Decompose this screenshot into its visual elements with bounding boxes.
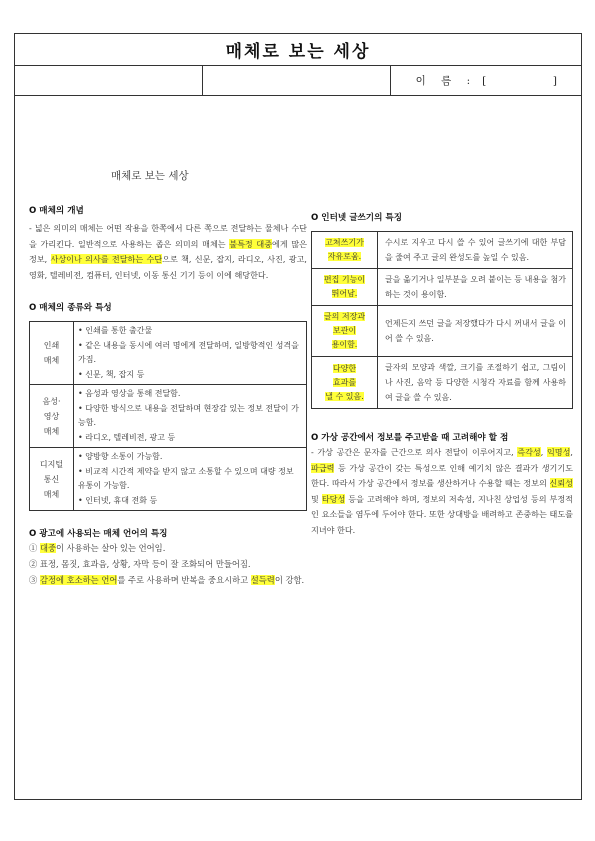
- name-label: 이 름 :: [415, 75, 477, 87]
- text-span: 및: [311, 493, 322, 504]
- name-field[interactable]: [ ]: [482, 74, 557, 87]
- virtual-space-heading: O 가상 공간에서 정보를 주고받을 때 고려해야 할 점: [311, 433, 509, 443]
- concept-paragraph: [29, 221, 307, 283]
- bullet-line: • 라디오, 텔레비전, 광고 등: [78, 432, 176, 442]
- text-span: 에게 많은 정보,: [29, 238, 307, 265]
- name-cell: [391, 66, 581, 95]
- list-item: [29, 573, 307, 589]
- page-title: 매체로 보는 세상: [225, 42, 371, 62]
- media-category-cell: 디지털 통신 매체: [30, 448, 74, 511]
- media-category-cell: 음성· 영상 매체: [30, 385, 74, 448]
- text-span: 이 강함.: [274, 574, 305, 585]
- feature-cell: [312, 357, 378, 409]
- highlight: 타당성: [321, 493, 346, 504]
- ad-language-section: [29, 527, 307, 588]
- highlight: 불특정 대중: [229, 238, 273, 249]
- highlight: 다양한 효과를 낼 수 있음.: [325, 363, 364, 401]
- text-span: - 가상 공간은 문자를 근간으로 의사 전달이 이루어지고,: [311, 447, 518, 457]
- text-span: 등을 고려해야 하며, 정보의 저속성, 지나친 상업성 등의 부정적인 요소들을 염두에 두어야 한다. 또한 상대방을 배려하고 존중하는 태도를 지녀야 한다.: [311, 493, 573, 535]
- info-cell-blank-1: [15, 66, 203, 95]
- table-row: [30, 385, 307, 448]
- virtual-space-paragraph: [311, 445, 573, 539]
- text-span: - 넓은 의미의 매체는 어떤 작용을 한쪽에서 다른 쪽으로 전달하는 물체나 수단을 가리킨다. 일반적으로 사용하는 좁은 의미의 매체는: [29, 223, 307, 249]
- text-span: 를 주로 사용하며 반복을 중요시하고: [117, 574, 251, 585]
- highlight: 대중: [39, 543, 56, 554]
- section-subtitle: 매체로 보는 세상: [111, 170, 189, 182]
- concept-section: [29, 204, 307, 283]
- highlight: 편집 기능이 뛰어남.: [323, 275, 366, 298]
- table-row: [312, 357, 573, 409]
- table-row: [312, 306, 573, 357]
- bullet-line: • 신문, 책, 잡지 등: [78, 369, 145, 379]
- info-row: [15, 66, 581, 96]
- highlight: 감정에 호소하는 언어: [39, 574, 118, 585]
- highlight: 파급력: [311, 462, 335, 473]
- feature-cell: [312, 306, 378, 357]
- table-row: [30, 322, 307, 385]
- types-section: [29, 301, 307, 511]
- highlight: 즉각성: [517, 447, 541, 457]
- bullet-line: • 다양한 방식으로 내용을 전달하며 현장감 있는 정보 전달이 가능함.: [78, 403, 299, 428]
- content-area: [15, 96, 581, 799]
- list-item: ② 표정, 몸짓, 효과음, 상황, 자막 등이 잘 조화되어 만들어짐.: [29, 559, 251, 570]
- list-item: [29, 541, 307, 557]
- feature-cell: [312, 269, 378, 306]
- table-row: [312, 269, 573, 306]
- text-span: ③: [29, 574, 40, 585]
- highlight: 설득력: [250, 574, 275, 585]
- media-description-cell: [74, 385, 307, 448]
- bullet-line: • 같은 내용을 동시에 여러 명에게 전달하며, 일방향적인 성격을 가짐.: [78, 340, 299, 365]
- internet-writing-section: [311, 211, 573, 409]
- highlight: 사상이나 의사를 전달하는 수단: [50, 254, 163, 265]
- table-row: [30, 448, 307, 511]
- bullet-line: • 인터넷, 휴대 전화 등: [78, 495, 158, 505]
- text-span: ,: [570, 447, 573, 457]
- highlight: 신뢰성: [549, 478, 573, 489]
- text-span: 으로 책, 신문, 잡지, 라디오, 사진, 광고, 영화, 텔레비전, 컴퓨터, 인터넷, 이동 통신 기기 등이 이에 해당한다.: [29, 254, 307, 280]
- types-heading: O 매체의 종류와 특성: [29, 303, 112, 314]
- right-column: [311, 211, 573, 539]
- feature-description-cell: 수시로 지우고 다시 쓸 수 있어 글쓰기에 대한 부담을 줄여 주고 글의 완성도를 높일 수 있음.: [378, 232, 573, 269]
- internet-writing-heading: O 인터넷 글쓰기의 특징: [311, 213, 402, 223]
- internet-writing-table: [311, 231, 573, 409]
- media-category-cell: 인쇄 매체: [30, 322, 74, 385]
- media-description-cell: [74, 322, 307, 385]
- info-cell-blank-2: [203, 66, 391, 95]
- text-span: ①: [29, 543, 40, 554]
- bullet-line: • 비교적 시간적 제약을 받지 않고 소통할 수 있으며 대량 정보 유통이 가능함.: [78, 466, 294, 491]
- bullet-line: • 양방향 소통이 가능함.: [78, 452, 163, 462]
- ad-language-heading: O 광고에 사용되는 매체 언어의 특징: [29, 529, 168, 540]
- highlight: 글의 저장과 보관이 용이함.: [323, 312, 366, 349]
- feature-description-cell: 글을 옮기거나 일부분을 오려 붙이는 등 내용을 첨가하는 것이 용이함.: [378, 269, 573, 306]
- media-description-cell: [74, 448, 307, 511]
- highlight: 익명성: [546, 447, 571, 457]
- feature-description-cell: 언제든지 쓰던 글을 저장했다가 다시 꺼내서 글을 이어 쓸 수 있음.: [378, 306, 573, 357]
- text-span: ,: [540, 447, 547, 457]
- worksheet: [14, 33, 582, 800]
- virtual-space-section: [311, 431, 573, 539]
- text-span: 이 사용하는 살아 있는 언어임.: [55, 543, 166, 554]
- feature-cell: [312, 232, 378, 269]
- media-types-table: [29, 321, 307, 511]
- highlight: 고쳐쓰기가 자유로움.: [325, 238, 364, 261]
- title-row: [15, 34, 581, 66]
- concept-heading: O 매체의 개념: [29, 206, 84, 216]
- table-row: [312, 232, 573, 269]
- left-column: [29, 204, 307, 589]
- bullet-line: • 인쇄를 통한 출간물: [78, 326, 153, 336]
- feature-description-cell: 글자의 모양과 색깔, 크기를 조절하기 쉽고, 그림이나 사진, 음악 등 다양한 시청각 자료를 함께 사용하여 글을 쓸 수 있음.: [378, 357, 573, 409]
- text-span: 등 가상 공간이 갖는 특성으로 인해 예기치 않은 결과가 생기기도 한다. 따라서 가상 공간에서 정보를 생산하거나 수용할 때는 정보의: [311, 462, 573, 489]
- bullet-line: • 음성과 영상을 통해 전달함.: [78, 389, 181, 399]
